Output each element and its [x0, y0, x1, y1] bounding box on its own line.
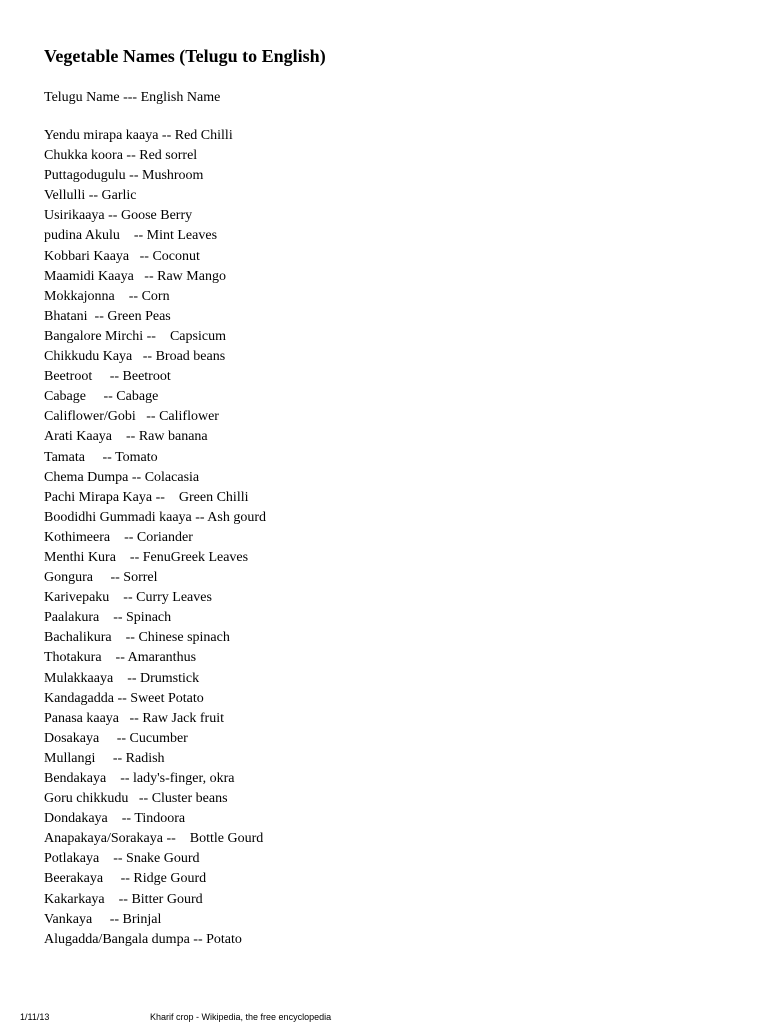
list-item: Arati Kaaya -- Raw banana [44, 429, 208, 445]
list-item: Bendakaya -- lady's-finger, okra [44, 771, 235, 786]
list-item: Kobbari Kaaya -- Coconut [44, 248, 200, 264]
list-item: Vankaya -- Brinjal [44, 911, 162, 927]
list-item: Thotakura -- Amaranthus [44, 650, 197, 666]
list-item: Mullangi -- Radish [44, 750, 165, 766]
list-item: Kothimeera -- Coriander [44, 529, 193, 545]
list-item: Bhatani -- Green Peas [44, 308, 171, 324]
vegetable-list [44, 126, 266, 950]
list-item: Chukka koora -- Red sorrel [44, 148, 198, 164]
list-item: Beetroot -- Beetroot [44, 369, 171, 385]
column-header-line: Telugu Name --- English Name [44, 90, 221, 105]
document-title: Vegetable Names (Telugu to English) [44, 46, 326, 66]
list-item: Chikkudu Kaya -- Broad beans [44, 349, 226, 365]
list-item: Kakarkaya -- Bitter Gourd [44, 891, 203, 907]
list-item: Menthi Kura -- FenuGreek Leaves [44, 549, 249, 565]
list-item: Beerakaya -- Ridge Gourd [44, 871, 207, 887]
list-item: Gongura -- Sorrel [44, 570, 158, 586]
list-item: Dosakaya -- Cucumber [44, 730, 188, 746]
list-item: Goru chikkudu -- Cluster beans [44, 791, 228, 807]
list-item: Potlakaya -- Snake Gourd [44, 851, 200, 867]
list-item: Puttagodugulu -- Mushroom [44, 168, 204, 184]
list-item: Dondakaya -- Tindoora [44, 811, 186, 827]
list-item: pudina Akulu -- Mint Leaves [44, 228, 218, 244]
footer-page-title: Kharif crop - Wikipedia, the free encyclopedia [150, 1012, 332, 1022]
list-item: Mokkajonna -- Corn [44, 288, 170, 304]
list-item: Boodidhi Gummadi kaaya -- Ash gourd [44, 509, 267, 525]
list-item: Anapakaya/Sorakaya -- Bottle Gourd [44, 831, 264, 847]
list-item: Yendu mirapa kaaya -- Red Chilli [44, 128, 233, 143]
list-item: Karivepaku -- Curry Leaves [44, 590, 212, 606]
list-item: Bangalore Mirchi -- Capsicum [44, 328, 226, 344]
list-item: Califlower/Gobi -- Califlower [44, 409, 219, 425]
list-item: Usirikaaya -- Goose Berry [44, 208, 193, 224]
list-item: Mulakkaaya -- Drumstick [44, 670, 200, 686]
list-item: Maamidi Kaaya -- Raw Mango [44, 268, 226, 284]
list-item: Panasa kaaya -- Raw Jack fruit [44, 710, 224, 726]
list-item: Bachalikura -- Chinese spinach [44, 630, 230, 646]
list-item: Cabage -- Cabage [44, 389, 159, 405]
footer-date: 1/11/13 [20, 1012, 50, 1022]
list-item: Pachi Mirapa Kaya -- Green Chilli [44, 489, 249, 505]
list-item: Tamata -- Tomato [44, 449, 158, 465]
list-item: Chema Dumpa -- Colacasia [44, 469, 200, 485]
list-item: Vellulli -- Garlic [44, 188, 137, 204]
list-item: Kandagadda -- Sweet Potato [44, 690, 204, 706]
list-item: Alugadda/Bangala dumpa -- Potato [44, 931, 242, 947]
list-item: Paalakura -- Spinach [44, 610, 172, 626]
